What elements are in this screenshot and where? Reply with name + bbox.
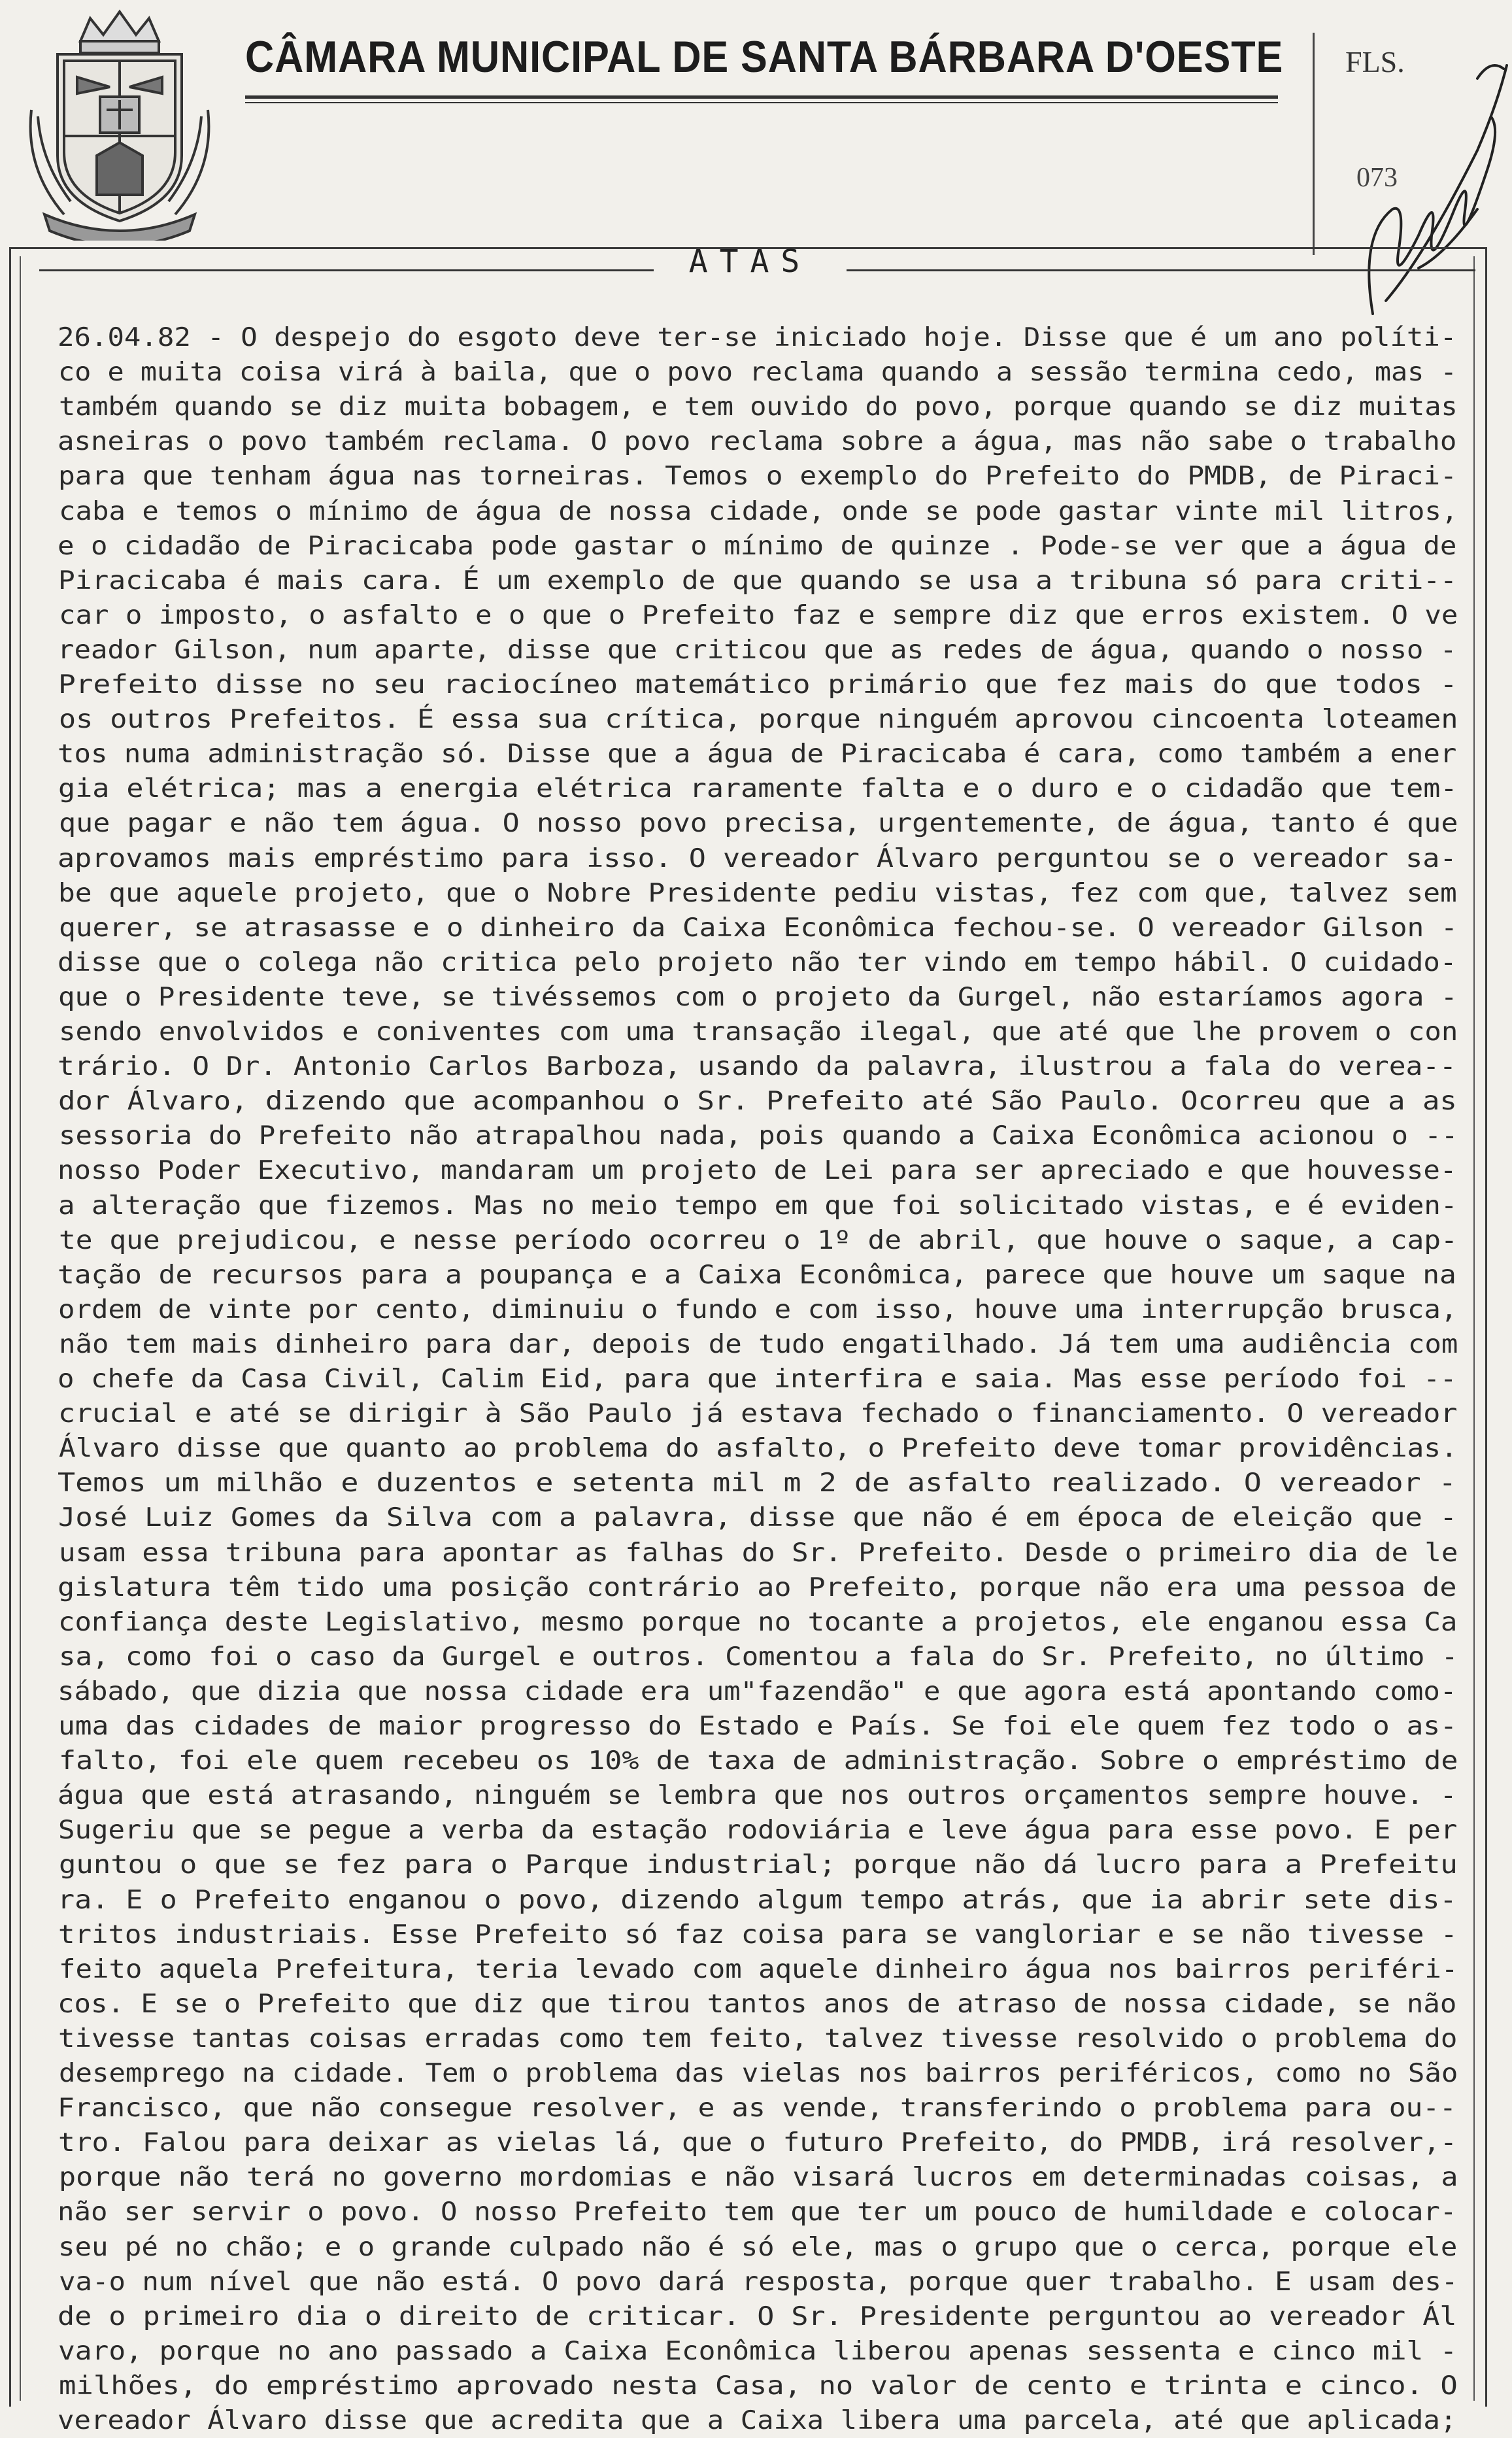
text-line: cos. E se o Prefeito que diz que tirou tantos anos de atraso de nossa cidade, se não: [58, 1989, 1457, 2019]
text-line: sábado, que dizia que nossa cidade era um"fazendão" e que agora está apontando como-: [58, 1676, 1457, 1706]
text-line: caba e temos o mínimo de água de nossa cidade, onde se pode gastar vinte mil litros,: [59, 496, 1458, 526]
text-line: não ser servir o povo. O nosso Prefeito tem que ter um pouco de humildade e colocar-: [58, 2197, 1457, 2227]
text-line: que o Presidente teve, se tivéssemos com o projeto da Gurgel, não estaríamos agora -: [58, 982, 1458, 1012]
text-line: 26.04.82 - O despejo do esgoto deve ter-se iniciado hoje. Disse que é um ano políti-: [58, 323, 1457, 352]
header-divider: [1313, 33, 1315, 255]
text-line: va-o num nível que não está. O povo dará resposta, porque quer trabalho. E usam des-: [59, 2267, 1458, 2297]
text-line: asneiras o povo também reclama. O povo reclama sobre a água, mas não sabe o trabalho: [58, 427, 1457, 457]
text-line: nosso Poder Executivo, mandaram um projeto de Lei para ser apreciado e que houvesse-: [58, 1156, 1457, 1186]
text-line: José Luiz Gomes da Silva com a palavra, disse que não é em época de eleição que -: [58, 1503, 1457, 1533]
text-line: tro. Falou para deixar as vielas lá, que o futuro Prefeito, do PMDB, irá resolver,-: [58, 2128, 1457, 2158]
header-rule-thin: [245, 102, 1278, 103]
text-line: aprovamos mais empréstimo para isso. O vereador Álvaro perguntou se o vereador sa-: [58, 843, 1457, 873]
text-line: tritos industriais. Esse Prefeito só faz coisa para se vangloriar e se não tivesse -: [58, 1920, 1458, 1950]
text-line: também quando se diz muita bobagem, e tem ouvido do povo, porque quando se diz muitas: [59, 392, 1458, 422]
text-line: milhões, do empréstimo aprovado nesta Casa, no valor de cento e trinta e cinco. O: [59, 2371, 1458, 2401]
text-line: que pagar e não tem água. O nosso povo precisa, urgentemente, de água, tanto é que: [59, 809, 1458, 839]
text-line: ordem de vinte por cento, diminuiu o fundo e com isso, houve uma interrupção brusca,: [58, 1295, 1458, 1325]
text-line: be que aquele projeto, que o Nobre Presidente pediu vistas, fez com que, talvez sem: [58, 878, 1457, 908]
text-line: gislatura têm tido uma posição contrário ao Prefeito, porque não era uma pessoa de: [58, 1572, 1457, 1602]
text-line: confiança deste Legislativo, mesmo porque no tocante a projetos, ele enganou essa Ca: [58, 1607, 1458, 1637]
folio-number: 073: [1356, 163, 1398, 193]
text-line: a alteração que fizemos. Mas no meio tempo em que foi solicitado vistas, e é eviden-: [58, 1191, 1458, 1221]
text-line: para que tenham água nas torneiras. Temos o exemplo do Prefeito do PMDB, de Piraci-: [58, 462, 1457, 492]
organization-name: CÂMARA MUNICIPAL DE SANTA BÁRBARA D'OESTE: [245, 32, 1284, 82]
text-line: tos numa administração só. Disse que a água de Piracicaba é cara, como também a ener: [58, 739, 1457, 770]
text-line: ra. E o Prefeito enganou o povo, dizendo algum tempo atrás, que ia abrir sete dis-: [58, 1885, 1457, 1915]
text-line: co e muita coisa virá à baila, que o povo reclama quando a sessão termina cedo, mas -: [58, 358, 1457, 388]
text-line: falto, foi ele quem recebeu os 10% de taxa de administração. Sobre o empréstimo de: [59, 1746, 1458, 1776]
text-line: Temos um milhão e duzentos e setenta mil m 2 de asfalto realizado. O vereador -: [58, 1468, 1456, 1498]
section-title: ATAS: [688, 243, 812, 280]
text-line: seu pé no chão; e o grande culpado não é só ele, mas o grupo que o cerca, porque ele: [58, 2232, 1458, 2262]
text-line: o chefe da Casa Civil, Calim Eid, para que interfira e saia. Mas esse período foi --: [58, 1364, 1457, 1394]
text-line: disse que o colega não critica pelo projeto não ter vindo em tempo hábil. O cuidado-: [58, 947, 1457, 977]
text-line: varo, porque no ano passado a Caixa Econômica liberou apenas sessenta e cinco mil -: [58, 2336, 1457, 2366]
header-rule: [245, 95, 1278, 99]
text-line: Prefeito disse no seu raciocíneo matemático primário que fez mais do que todos -: [58, 670, 1458, 700]
text-line: Piracicaba é mais cara. É um exemplo de que quando se usa a tribuna só para criti--: [58, 566, 1457, 596]
text-line: água que está atrasando, ninguém se lembra que nos outros orçamentos sempre houve. -: [58, 1781, 1457, 1811]
title-rule-left: [39, 269, 654, 271]
text-line: sendo envolvidos e coniventes com uma transação ilegal, que até que lhe provem o con: [59, 1017, 1458, 1047]
text-line: e o cidadão de Piracicaba pode gastar o mínimo de quinze . Pode-se ver que a água de: [58, 531, 1457, 561]
text-line: crucial e até se dirigir à São Paulo já estava fechado o financiamento. O vereador: [58, 1399, 1458, 1429]
text-line: te que prejudicou, e nesse período ocorreu o 1º de abril, que houve o saque, a cap-: [59, 1225, 1458, 1255]
text-line: querer, se atrasasse e o dinheiro da Caixa Econômica fechou-se. O vereador Gilson -: [59, 913, 1458, 943]
text-line: Francisco, que não consegue resolver, e as vende, transferindo o problema para ou--: [58, 2093, 1456, 2124]
text-line: de o primeiro dia o direito de criticar. O Sr. Presidente perguntou ao vereador Ál: [58, 2301, 1457, 2331]
title-rule-right: [847, 269, 1475, 271]
text-line: porque não terá no governo mordomias e não visará lucros em determinadas coisas, a: [59, 2163, 1458, 2193]
text-line: uma das cidades de maior progresso do Estado e País. Se foi ele quem fez todo o as-: [58, 1712, 1457, 1741]
text-line: sessoria do Prefeito não atrapalhou nada, pois quando a Caixa Econômica acionou o --: [59, 1121, 1458, 1151]
text-line: tação de recursos para a poupança e a Caixa Econômica, parece que houve um saque na: [58, 1260, 1456, 1290]
text-line: tivesse tantas coisas erradas como tem feito, talvez tivesse resolvido o problema do: [58, 2023, 1458, 2054]
text-line: gia elétrica; mas a energia elétrica raramente falta e o duro e o cidadão que tem-: [58, 774, 1458, 804]
text-line: feito aquela Prefeitura, teria levado com aquele dinheiro água nos bairros periféri-: [59, 1954, 1458, 1984]
coat-of-arms-icon: [18, 5, 221, 241]
text-line: não tem mais dinheiro para dar, depois de tudo engatilhado. Já tem uma audiência com: [59, 1329, 1458, 1359]
text-line: car o imposto, o asfalto e o que o Prefeito faz e sempre diz que erros existem. O ve: [59, 600, 1458, 630]
text-line: trário. O Dr. Antonio Carlos Barboza, usando da palavra, ilustrou a fala do verea--: [58, 1052, 1456, 1082]
text-line: Sugeriu que se pegue a verba da estação rodoviária e leve água para esse povo. E per: [58, 1816, 1458, 1846]
text-line: reador Gilson, num aparte, disse que criticou que as redes de água, quando o nosso -: [58, 635, 1457, 665]
text-line: dor Álvaro, dizendo que acompanhou o Sr. Prefeito até São Paulo. Ocorreu que a as: [58, 1087, 1457, 1117]
text-line: guntou o que se fez para o Parque industrial; porque não dá lucro para a Prefeitu: [59, 1850, 1458, 1880]
text-line: sa, como foi o caso da Gurgel e outros. Comentou a fala do Sr. Prefeito, no último -: [59, 1642, 1458, 1672]
folio-label: FLS.: [1345, 45, 1405, 78]
text-line: desemprego na cidade. Tem o problema das vielas nos bairros periféricos, como no São: [59, 2059, 1458, 2088]
text-line: os outros Prefeitos. É essa sua crítica, porque ninguém aprovou cincoenta loteamen: [59, 705, 1458, 735]
text-line: usam essa tribuna para apontar as falhas do Sr. Prefeito. Desde o primeiro dia de le: [59, 1538, 1458, 1568]
text-line: vereador Álvaro disse que acredita que a Caixa libera uma parcela, até que aplicada;: [58, 2406, 1457, 2435]
text-line: Álvaro disse que quanto ao problema do asfalto, o Prefeito deve tomar providências.: [59, 1434, 1458, 1464]
